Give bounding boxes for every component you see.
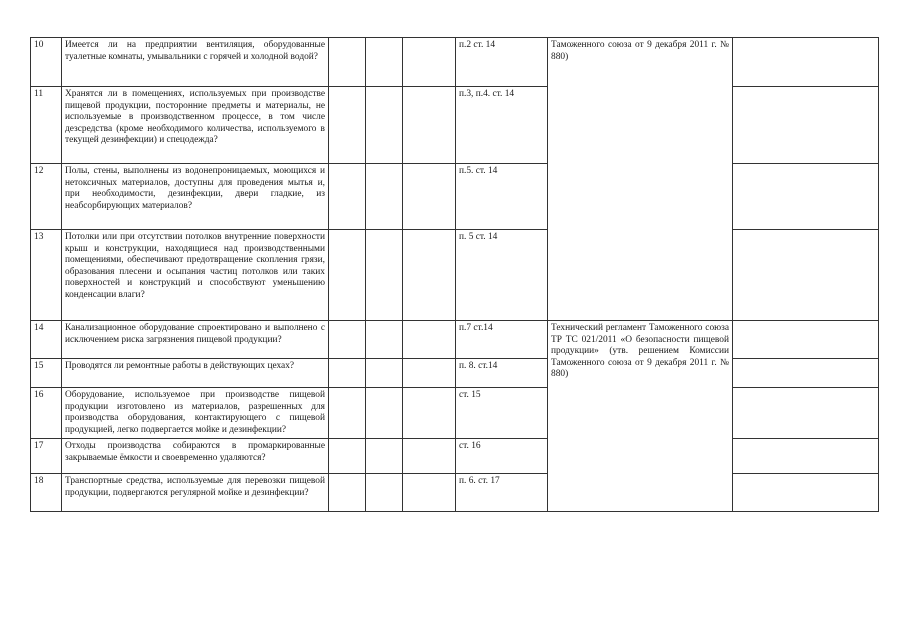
notes-cell[interactable] bbox=[733, 38, 879, 87]
requirement-question: Потолки или при отсутствии потолков внутренние поверхности крыш и конструкции, находящиеся над производственными помещениями, обеспечивают предотвращение скопления грязи, образования плесени и осыпания частиц потолков или таких поверхностей и конструкций и способствуют уменьшению конденсации влаги? bbox=[62, 230, 329, 321]
row-number: 12 bbox=[31, 164, 62, 230]
notes-cell[interactable] bbox=[733, 359, 879, 388]
notes-cell[interactable] bbox=[733, 439, 879, 474]
table-row bbox=[31, 474, 879, 512]
row-number: 16 bbox=[31, 388, 62, 439]
table-row bbox=[31, 38, 879, 87]
answer-na-cell[interactable] bbox=[403, 359, 456, 388]
answer-na-cell[interactable] bbox=[403, 439, 456, 474]
reference-article: ст. 16 bbox=[456, 439, 548, 474]
answer-no-cell[interactable] bbox=[366, 87, 403, 164]
requirement-question: Полы, стены, выполнены из водонепроницаемых, моющихся и нетоксичных материалов, доступны для проведения мытья и, при необходимости, дезинфекции, двери гладкие, из неабсорбирующих материалов? bbox=[62, 164, 329, 230]
table-row bbox=[31, 359, 879, 388]
answer-na-cell[interactable] bbox=[403, 87, 456, 164]
answer-no-cell[interactable] bbox=[366, 38, 403, 87]
answer-na-cell[interactable] bbox=[403, 474, 456, 512]
answer-yes-cell[interactable] bbox=[329, 359, 366, 388]
table-row bbox=[31, 87, 879, 164]
table-row bbox=[31, 388, 879, 439]
answer-yes-cell[interactable] bbox=[329, 164, 366, 230]
row-number: 18 bbox=[31, 474, 62, 512]
answer-na-cell[interactable] bbox=[403, 388, 456, 439]
requirement-question: Хранятся ли в помещениях, используемых при производстве пищевой продукции, посторонние предметы и материалы, не используемые в производственном процессе, в том числе дезсредства (кроме необходимого количества, используемого в текущей дезинфекции) и спецодежда? bbox=[62, 87, 329, 164]
row-number: 13 bbox=[31, 230, 62, 321]
regulation-document: Таможенного союза от 9 декабря 2011 г. № 880) bbox=[548, 38, 733, 321]
regulation-document: Технический регламент Таможенного союза ТР ТС 021/2011 «О безопасности пищевой продукции» (утв. решением Комиссии Таможенного союза от 9 декабря 2011 г. № 880) bbox=[548, 321, 733, 512]
row-number: 10 bbox=[31, 38, 62, 87]
reference-article: п.5. ст. 14 bbox=[456, 164, 548, 230]
requirement-question: Оборудование, используемое при производстве пищевой продукции изготовлено из материалов, разрешенных для производства оборудования, контактирующего с пищевой продукцией, легко подвергается мойке и дезинфекции? bbox=[62, 388, 329, 439]
reference-article: п. 6. ст. 17 bbox=[456, 474, 548, 512]
reference-article: п. 5 ст. 14 bbox=[456, 230, 548, 321]
requirement-question: Транспортные средства, используемые для перевозки пищевой продукции, подвергаются регулярной мойке и дезинфекции? bbox=[62, 474, 329, 512]
requirement-question: Имеется ли на предприятии вентиляция, оборудованные туалетные комнаты, умывальники с горячей и холодной водой? bbox=[62, 38, 329, 87]
answer-no-cell[interactable] bbox=[366, 439, 403, 474]
reference-article: ст. 15 bbox=[456, 388, 548, 439]
notes-cell[interactable] bbox=[733, 230, 879, 321]
notes-cell[interactable] bbox=[733, 164, 879, 230]
answer-na-cell[interactable] bbox=[403, 38, 456, 87]
requirement-question: Канализационное оборудование спроектировано и выполнено с исключением риска загрязнения пищевой продукции? bbox=[62, 321, 329, 359]
answer-yes-cell[interactable] bbox=[329, 474, 366, 512]
row-number: 17 bbox=[31, 439, 62, 474]
answer-yes-cell[interactable] bbox=[329, 321, 366, 359]
row-number: 14 bbox=[31, 321, 62, 359]
answer-no-cell[interactable] bbox=[366, 474, 403, 512]
answer-na-cell[interactable] bbox=[403, 321, 456, 359]
table-row bbox=[31, 164, 879, 230]
answer-yes-cell[interactable] bbox=[329, 38, 366, 87]
answer-no-cell[interactable] bbox=[366, 388, 403, 439]
reference-article: п. 8. ст.14 bbox=[456, 359, 548, 388]
table-row bbox=[31, 321, 879, 359]
answer-yes-cell[interactable] bbox=[329, 230, 366, 321]
row-number: 11 bbox=[31, 87, 62, 164]
table-row bbox=[31, 230, 879, 321]
answer-no-cell[interactable] bbox=[366, 164, 403, 230]
requirement-question: Отходы производства собираются в промаркированные закрываемые ёмкости и своевременно удаляются? bbox=[62, 439, 329, 474]
answer-no-cell[interactable] bbox=[366, 321, 403, 359]
answer-na-cell[interactable] bbox=[403, 164, 456, 230]
table-row bbox=[31, 439, 879, 474]
reference-article: п.3, п.4. ст. 14 bbox=[456, 87, 548, 164]
notes-cell[interactable] bbox=[733, 388, 879, 439]
answer-na-cell[interactable] bbox=[403, 230, 456, 321]
notes-cell[interactable] bbox=[733, 87, 879, 164]
checklist-table bbox=[30, 37, 879, 512]
answer-no-cell[interactable] bbox=[366, 359, 403, 388]
answer-yes-cell[interactable] bbox=[329, 439, 366, 474]
answer-no-cell[interactable] bbox=[366, 230, 403, 321]
reference-article: п.2 ст. 14 bbox=[456, 38, 548, 87]
row-number: 15 bbox=[31, 359, 62, 388]
notes-cell[interactable] bbox=[733, 321, 879, 359]
notes-cell[interactable] bbox=[733, 474, 879, 512]
answer-yes-cell[interactable] bbox=[329, 388, 366, 439]
requirement-question: Проводятся ли ремонтные работы в действующих цехах? bbox=[62, 359, 329, 388]
answer-yes-cell[interactable] bbox=[329, 87, 366, 164]
reference-article: п.7 ст.14 bbox=[456, 321, 548, 359]
